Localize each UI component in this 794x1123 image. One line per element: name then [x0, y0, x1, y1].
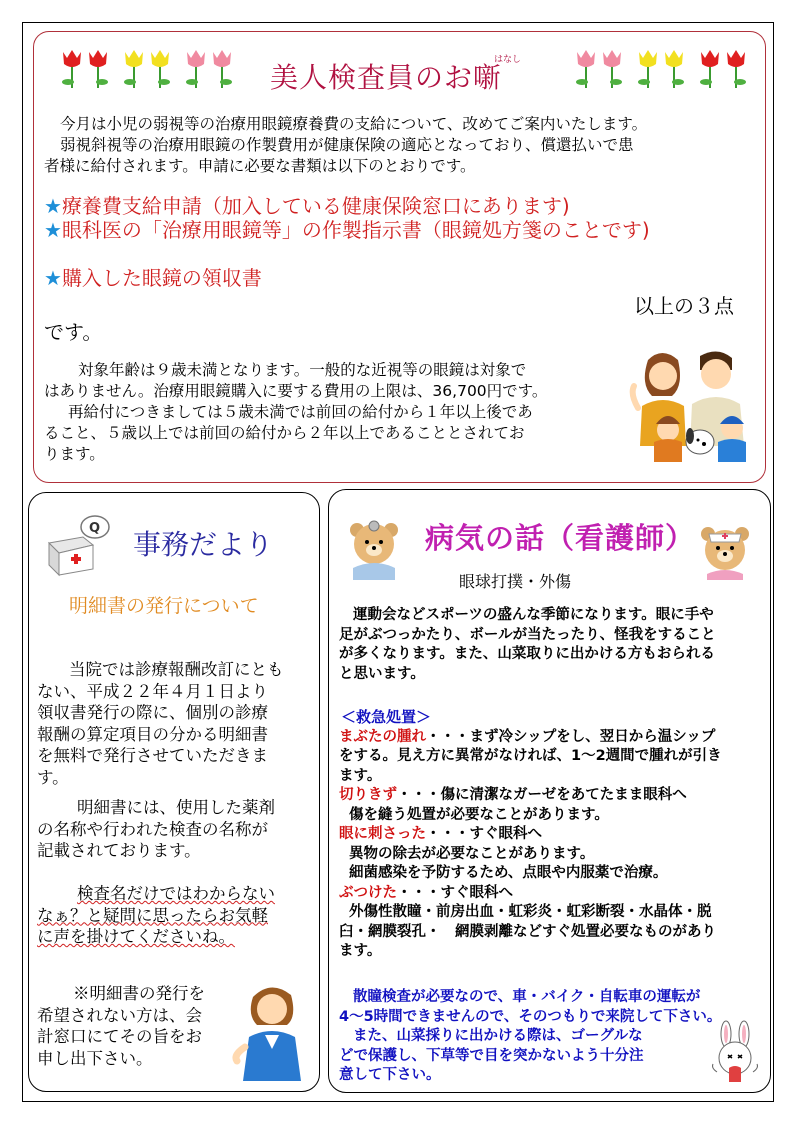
first-aid-item: ぶつけた・・・すぐ眼科へ: [339, 884, 513, 901]
total-note-end: です。: [44, 320, 103, 344]
intro-line: 弱視斜視等の治療用眼鏡の作製費用が健康保険の適応となっており、償還払いで患: [60, 136, 634, 154]
bear-doctor-icon: [343, 518, 405, 580]
document-item: [44, 266, 262, 290]
newsletter-title: 美人検査員のお噺: [270, 61, 503, 94]
first-aid-item: 切りきず・・・傷に清潔なガーゼをあてたまま眼科へ: [339, 787, 687, 803]
intro-paragraph: 運動会などスポーツの盛んな季節になります。眼に手や 足がぶつっかたり、ボールが当たったり、怪我をすること が多くなります。また、山菜取りに出かける方もおられる と思います。: [339, 607, 716, 682]
tulip-icon: [182, 46, 236, 90]
nurse-column-box: [328, 489, 771, 1093]
star-icon: ★: [44, 266, 62, 290]
star-icon: ★: [44, 218, 62, 242]
total-note: 以上の３点: [634, 294, 734, 318]
bear-nurse-icon: [695, 520, 755, 580]
tulip-decoration-left: [58, 46, 236, 90]
document-item-text: 購入した眼鏡の領収書: [61, 266, 262, 290]
tulip-icon: [572, 46, 626, 90]
star-icon: ★: [44, 194, 62, 218]
first-aid-question-icon: [43, 513, 113, 577]
document-item: [44, 194, 570, 218]
eligibility-line: 対象年齢は９歳未満となります。一般的な近視等の眼鏡は対象で: [78, 361, 527, 379]
statement-paragraph: 明細書には、使用した薬剤 の名称や行われた検査の名称が 記載されております。: [37, 798, 275, 860]
tulip-icon: [58, 46, 112, 90]
intro-line: 今月は小児の弱視等の治療用眼鏡療養費の支給について、改めてご案内いたします。: [60, 115, 648, 133]
first-aid-item: 眼に刺さった・・・すぐ眼科へ: [339, 826, 542, 842]
office-news-box: [28, 492, 320, 1092]
title-ruby: はなし: [494, 55, 522, 65]
office-news-subtitle: 明細書の発行について: [69, 595, 259, 617]
document-item-text: 眼科医の「治療用眼鏡等」の作製指示書（眼鏡処方箋のことです): [61, 218, 650, 242]
tulip-decoration-right: [572, 46, 750, 90]
tulip-icon: [120, 46, 174, 90]
tulip-icon: [696, 46, 750, 90]
eligibility-line: 再給付につきましては５歳未満では前回の給付から１年以上後であ: [68, 403, 533, 421]
eligibility-line: ること、５歳以上では前回の給付から２年以上であることとされてお: [44, 424, 525, 442]
top-notice-box: [33, 31, 766, 483]
statement-paragraph: 検査名だけではわからない なぁ？と疑問に思ったらお気軽 に声を掛けてくださいね。: [37, 884, 275, 946]
statement-paragraph: 当院では診療報酬改訂にとも ない、平成２２年４月１日より 領収書発行の際に、個別の診療 報酬の算定項目の分かる明細書 を無料で発行させていただきま す。: [37, 660, 284, 787]
first-aid-section: ＜救急処置＞ まぶたの腫れ・・・まず冷シップをし、翌日から温シップ をする。見え方に異常がなければ、1～2週間で腫れが引き ます。 切りきず・・・傷に清潔なガーゼをあてたまま眼科へ 傷を縫う処置が必要なことがあります。 眼に刺さった・・・すぐ眼科へ 異物の除去が必要なことがあります。 細菌感染を予防するため、点眼や内服薬で治療。 ぶつけた・・・すぐ眼科へ 外傷性散瞳・前房出血・虹彩炎・虹彩断裂・水晶体・脱 臼・網膜裂孔・ 網膜剥離などすぐ処置必要なものがあり ます。: [339, 708, 763, 962]
document-item-text: 療養費支給申請（加入している健康保険窓口にあります): [61, 194, 570, 218]
nurse-column-title: 病気の話（看護師）: [425, 521, 696, 555]
question-letter: Q: [89, 521, 101, 536]
first-aid-heading: ＜救急処置＞: [341, 708, 432, 726]
eligibility-line: ります。: [44, 445, 105, 463]
tulip-icon: [634, 46, 688, 90]
first-aid-item: まぶたの腫れ・・・まず冷シップをし、翌日から温シップ: [339, 728, 716, 745]
rabbit-illustration: [707, 1020, 763, 1086]
intro-line: 者様に給付されます。申請に必要な書類は以下のとおりです。: [44, 157, 476, 175]
receptionist-illustration: [231, 977, 315, 1083]
nurse-column-subtitle: 眼球打撲・外傷: [459, 572, 572, 591]
document-item: [44, 218, 758, 242]
caution-paragraph: 散瞳検査が必要なので、車・バイク・自転車の運転が 4～5時間できませんので、そのつもりで来院して下さい。 また、山菜採りに出かける際は、ゴーグルな どで保護し、下草等で目を突かないよう十分注 意して下さい。: [339, 989, 722, 1083]
statement-note: ※明細書の発行を 希望されない方は、会 計窓口にてその旨をお 申し出下さい。: [37, 984, 205, 1068]
family-illustration: [628, 346, 756, 464]
eligibility-line: はありません。治療用眼鏡購入に要する費用の上限は、36,700円です。: [44, 382, 548, 400]
office-news-title: 事務だより: [133, 528, 274, 561]
